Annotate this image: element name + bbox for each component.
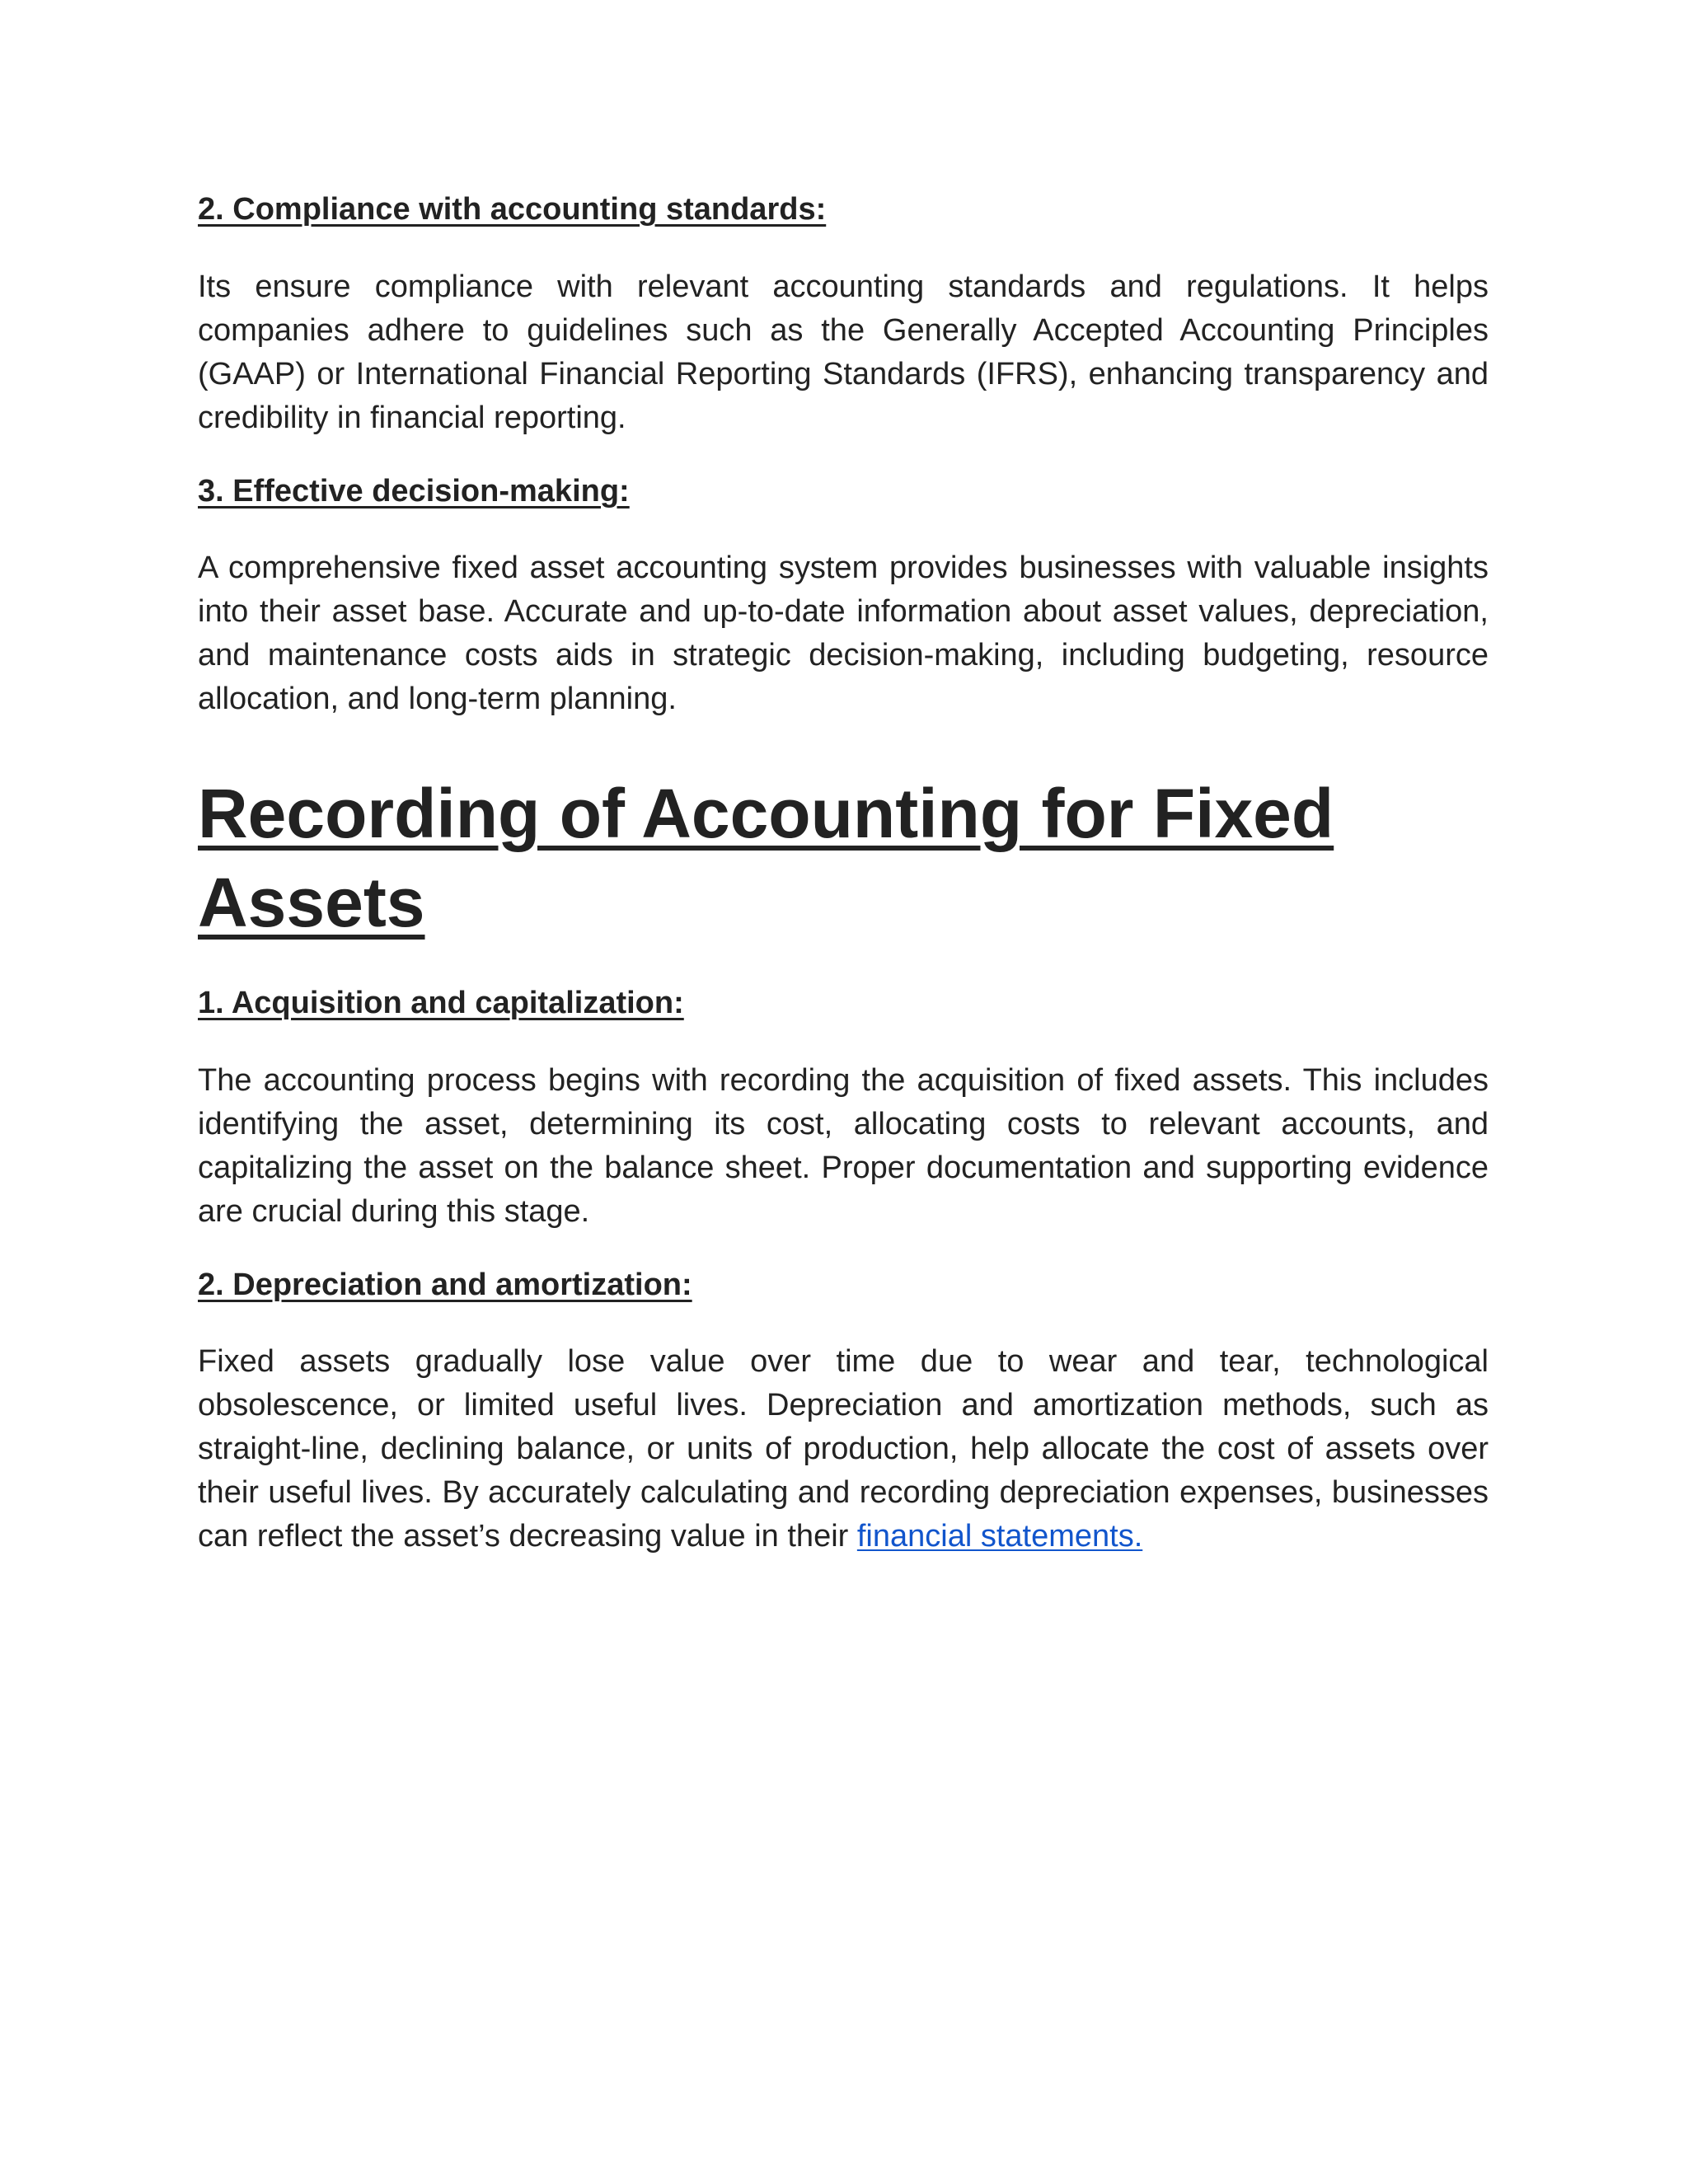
main-heading: Recording of Accounting for Fixed Assets	[198, 775, 1334, 942]
depreciation-paragraph-text: Fixed assets gradually lose value over time due to wear and tear, technological obsolescence, or limited useful lives. Depreciation and amortization methods, such as straight-line, declining balance, or units of production, help allocate the cost of assets over their useful lives. By accurately calculating and recording depreciation expenses, businesses can reflect the asset’s decreasing value in their	[198, 1344, 1489, 1554]
decision-heading: 3. Effective decision-making:	[198, 473, 630, 509]
acquisition-heading: 1. Acquisition and capitalization:	[198, 986, 684, 1021]
depreciation-paragraph	[198, 1340, 1489, 1558]
document-page	[198, 191, 1489, 1558]
decision-paragraph: A comprehensive fixed asset accounting system provides businesses with valuable insights into their asset base. Accurate and up-to-date information about asset values, depreciation, and maintenance costs aids in strategic decision-making, including budgeting, resource allocation, and long-term planning.	[198, 551, 1489, 717]
financial-statements-link[interactable]: financial statements.	[856, 1519, 1143, 1554]
acquisition-paragraph: The accounting process begins with recording the acquisition of fixed assets. This includes identifying the asset, determining its cost, allocating costs to relevant accounts, and capitalizing the asset on the balance sheet. Proper documentation and supporting evidence are crucial during this stage.	[198, 1062, 1489, 1229]
compliance-paragraph: Its ensure compliance with relevant accounting standards and regulations. It helps companies adhere to guidelines such as the Generally Accepted Accounting Principles (GAAP) or International Financial Reporting Standards (IFRS), enhancing transparency and credibility in financial reporting.	[198, 269, 1489, 435]
compliance-heading: 2. Compliance with accounting standards:	[198, 192, 827, 227]
depreciation-heading: 2. Depreciation and amortization:	[198, 1267, 692, 1302]
